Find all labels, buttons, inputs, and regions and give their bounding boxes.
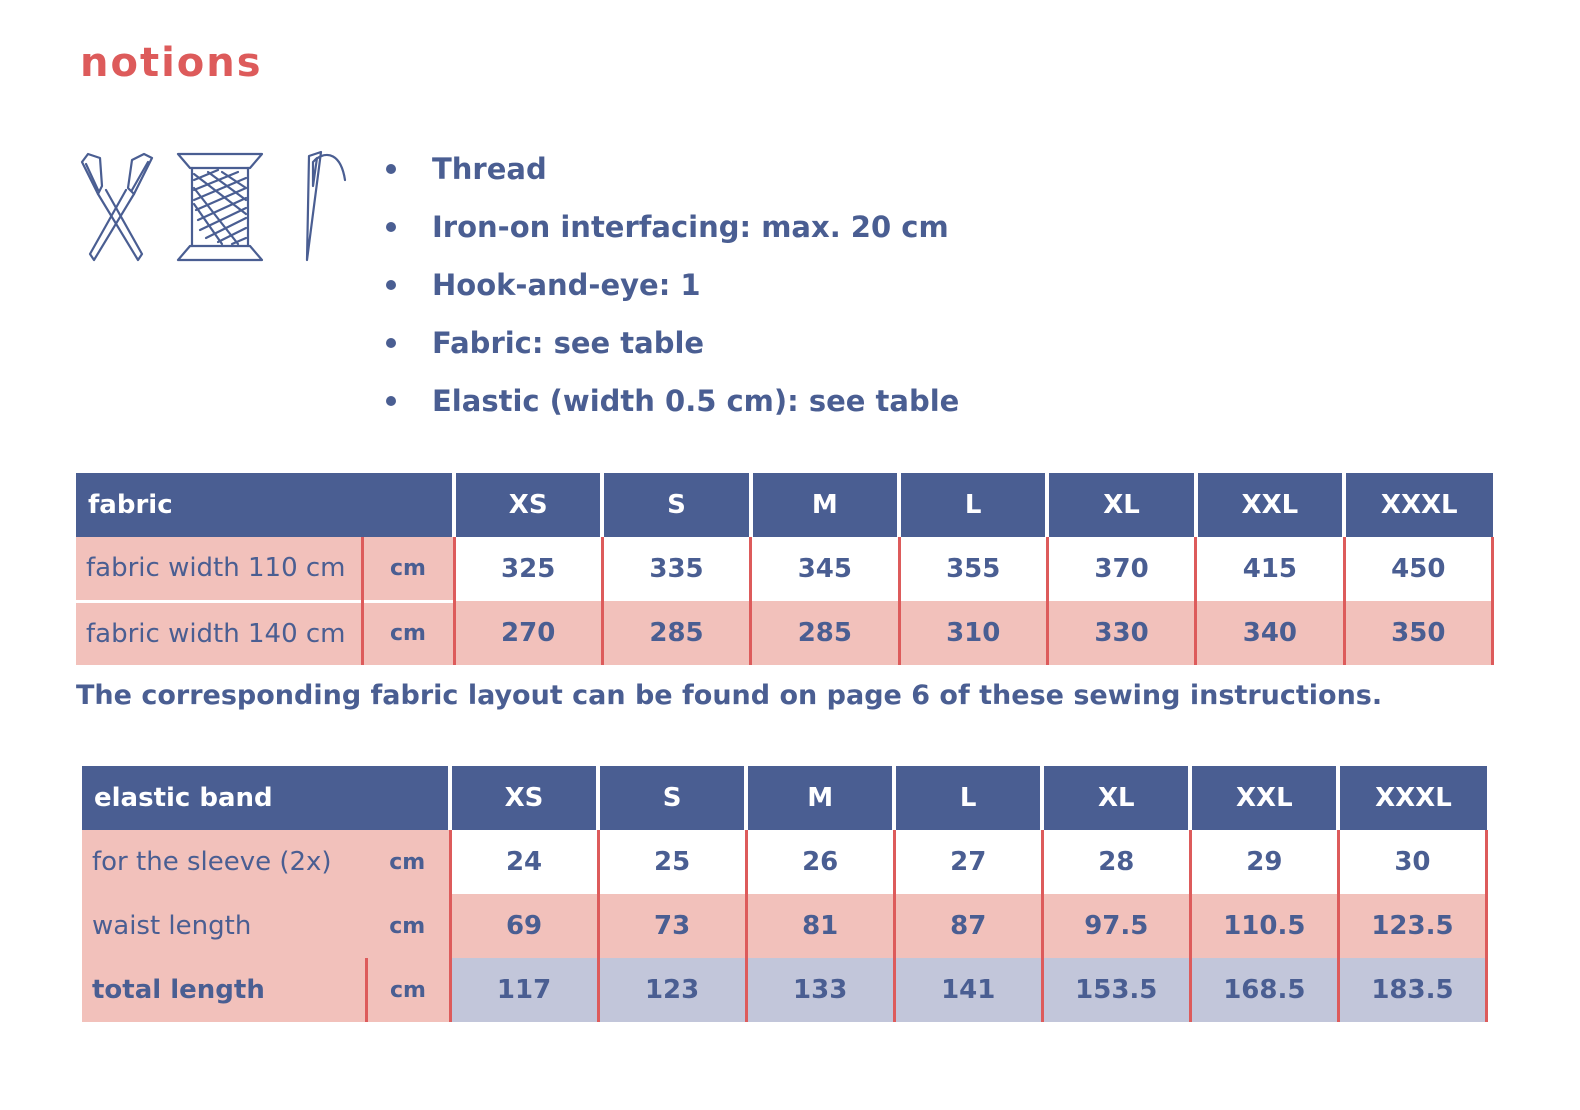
table-cell: 270 xyxy=(454,601,602,665)
table-cell: 123.5 xyxy=(1338,894,1486,958)
table-cell: 345 xyxy=(751,537,899,601)
size-header: XS xyxy=(450,766,598,830)
table-cell: 97.5 xyxy=(1042,894,1190,958)
table-cell: 350 xyxy=(1344,601,1492,665)
table-cell: 30 xyxy=(1338,830,1486,894)
list-item: Elastic (width 0.5 cm): see table xyxy=(380,372,959,430)
table-cell: 153.5 xyxy=(1042,958,1190,1022)
list-item: Iron-on interfacing: max. 20 cm xyxy=(380,198,959,256)
fabric-layout-note: The corresponding fabric layout can be found on page 6 of these sewing instructions. xyxy=(76,680,1383,711)
page-title: notions xyxy=(80,40,263,86)
row-label: total length xyxy=(82,958,366,1022)
table-header-label: fabric xyxy=(76,473,454,537)
size-header: XS xyxy=(454,473,602,537)
list-item: Thread xyxy=(380,140,959,198)
table-cell: 330 xyxy=(1047,601,1195,665)
table-cell: 87 xyxy=(894,894,1042,958)
elastic-table xyxy=(82,766,1488,1022)
bullet-icon xyxy=(386,280,396,290)
notions-list xyxy=(380,140,959,430)
table-cell: 310 xyxy=(899,601,1047,665)
table-cell: 355 xyxy=(899,537,1047,601)
table-cell: 24 xyxy=(450,830,598,894)
size-header: M xyxy=(746,766,894,830)
row-unit: cm xyxy=(362,537,454,601)
table-row xyxy=(82,894,1487,958)
row-unit: cm xyxy=(366,894,450,958)
bullet-icon xyxy=(386,396,396,406)
table-cell: 26 xyxy=(746,830,894,894)
table-cell: 183.5 xyxy=(1338,958,1486,1022)
size-header: M xyxy=(751,473,899,537)
table-cell: 110.5 xyxy=(1190,894,1338,958)
size-header: L xyxy=(899,473,1047,537)
table-cell: 415 xyxy=(1196,537,1344,601)
notions-illustrations xyxy=(78,150,358,268)
size-header: XL xyxy=(1047,473,1195,537)
scissors-icon xyxy=(82,154,152,260)
table-cell: 133 xyxy=(746,958,894,1022)
size-header: XXL xyxy=(1196,473,1344,537)
table-header-label: elastic band xyxy=(82,766,450,830)
table-cell: 285 xyxy=(602,601,750,665)
table-cell: 335 xyxy=(602,537,750,601)
size-header: XXL xyxy=(1190,766,1338,830)
bullet-icon xyxy=(386,222,396,232)
table-cell: 168.5 xyxy=(1190,958,1338,1022)
table-cell: 123 xyxy=(598,958,746,1022)
table-cell: 69 xyxy=(450,894,598,958)
size-header: XXXL xyxy=(1344,473,1492,537)
size-header: XL xyxy=(1042,766,1190,830)
fabric-table xyxy=(76,473,1494,665)
table-cell: 29 xyxy=(1190,830,1338,894)
table-header-row xyxy=(76,473,1493,537)
table-cell: 450 xyxy=(1344,537,1492,601)
table-cell: 340 xyxy=(1196,601,1344,665)
row-label: fabric width 140 cm xyxy=(76,601,362,665)
row-label: fabric width 110 cm xyxy=(76,537,362,601)
table-row xyxy=(82,958,1487,1022)
list-item: Hook-and-eye: 1 xyxy=(380,256,959,314)
table-cell: 117 xyxy=(450,958,598,1022)
thread-spool-icon xyxy=(178,154,262,260)
table-cell: 25 xyxy=(598,830,746,894)
needle-icon xyxy=(307,152,345,260)
row-unit: cm xyxy=(366,958,450,1022)
list-item: Fabric: see table xyxy=(380,314,959,372)
size-header: XXXL xyxy=(1338,766,1486,830)
size-header: S xyxy=(602,473,750,537)
table-header-row xyxy=(82,766,1487,830)
size-header: S xyxy=(598,766,746,830)
table-row xyxy=(82,830,1487,894)
table-cell: 27 xyxy=(894,830,1042,894)
table-cell: 81 xyxy=(746,894,894,958)
table-cell: 285 xyxy=(751,601,899,665)
table-cell: 325 xyxy=(454,537,602,601)
row-unit: cm xyxy=(362,601,454,665)
table-row xyxy=(76,537,1493,601)
row-label: for the sleeve (2x) xyxy=(82,830,366,894)
table-cell: 141 xyxy=(894,958,1042,1022)
row-label: waist length xyxy=(82,894,366,958)
row-unit: cm xyxy=(366,830,450,894)
table-cell: 28 xyxy=(1042,830,1190,894)
bullet-icon xyxy=(386,338,396,348)
table-cell: 370 xyxy=(1047,537,1195,601)
bullet-icon xyxy=(386,164,396,174)
table-row xyxy=(76,601,1493,665)
size-header: L xyxy=(894,766,1042,830)
table-cell: 73 xyxy=(598,894,746,958)
